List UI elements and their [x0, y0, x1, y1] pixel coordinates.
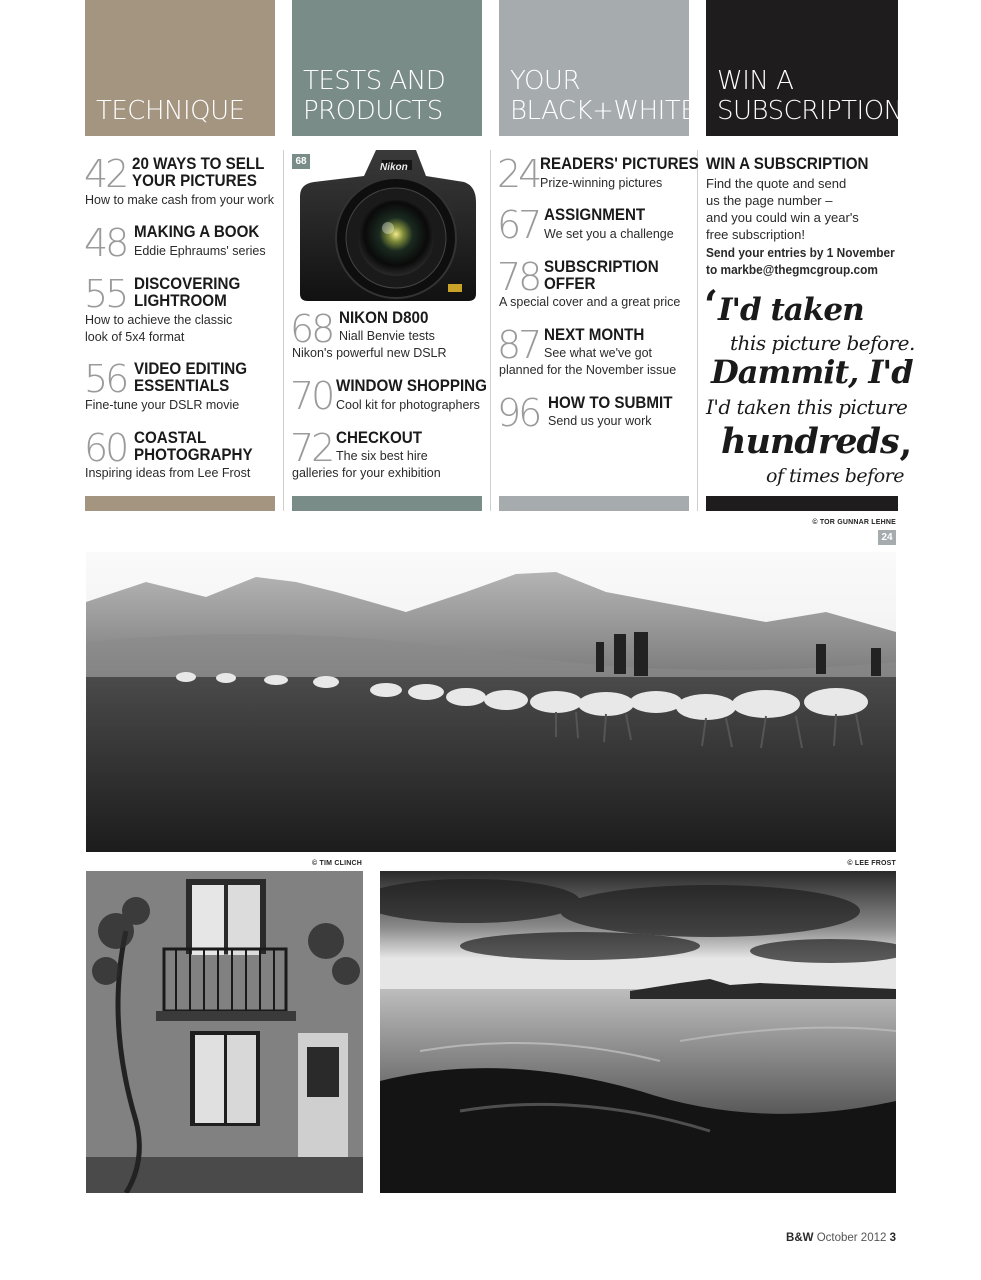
photo-credit: © TIM CLINCH: [312, 860, 362, 867]
win-title: WIN A SUBSCRIPTION: [706, 155, 869, 173]
page-number: 70: [290, 374, 333, 418]
page-number: 55: [84, 272, 127, 316]
section-header-tests: [292, 0, 482, 136]
quote-line: I'd taken: [718, 292, 864, 328]
article-title: CHECKOUT: [336, 429, 423, 447]
article-title: YOUR PICTURES: [132, 172, 257, 190]
header-line: TESTS AND: [303, 66, 446, 96]
column-divider: [697, 150, 698, 511]
quote-close-mark: ’: [898, 442, 912, 489]
page-number: 72: [290, 426, 333, 470]
article-desc: How to make cash from your work: [85, 193, 274, 207]
article-desc: Inspiring ideas from Lee Frost: [85, 466, 251, 480]
photo-credit: © LEE FROST: [847, 860, 896, 867]
article-title: COASTAL: [134, 429, 207, 447]
article-title: VIDEO EDITING: [134, 360, 248, 378]
magazine-name: B&W: [786, 1232, 814, 1244]
article-title: LIGHTROOM: [134, 292, 227, 310]
win-text-line: free subscription!: [706, 227, 805, 242]
coastal-scene: [380, 871, 896, 1193]
section-header-win: [706, 0, 903, 136]
article-title: PHOTOGRAPHY: [134, 446, 253, 464]
page-footer: [786, 1232, 896, 1244]
quote-line: I'd taken this picture: [706, 395, 908, 419]
win-text-line: and you could win a year's: [706, 210, 859, 225]
article-desc: Niall Benvie tests: [339, 329, 435, 343]
column-divider: [490, 150, 491, 511]
article-desc: Fine-tune your DSLR movie: [85, 398, 240, 412]
article-desc: See what we've got: [544, 346, 653, 360]
article-title: NIKON D800: [339, 309, 429, 327]
article-title: READERS' PICTURES: [540, 155, 699, 173]
camera-photo: [292, 146, 482, 302]
page-tag: 68: [292, 154, 310, 169]
quote-line: this picture before.: [730, 331, 915, 355]
article-desc: Eddie Ephraums' series: [134, 244, 266, 258]
camera-brand-label: Nikon: [380, 162, 408, 173]
article-desc: We set you a challenge: [544, 227, 674, 241]
window-photo: [86, 871, 363, 1193]
quote-line: of times before: [766, 465, 904, 487]
header-line: PRODUCTS: [303, 96, 443, 126]
header-line: BLACK+WHITE: [510, 96, 697, 126]
article-title: MAKING A BOOK: [134, 223, 260, 241]
article-title: DISCOVERING: [134, 275, 241, 293]
reindeer-photo: [86, 552, 896, 852]
page-number: 60: [84, 426, 127, 470]
article-desc: A special cover and a great price: [499, 295, 681, 309]
section-footer-bar: [85, 496, 275, 511]
article-title: NEXT MONTH: [544, 326, 645, 344]
article-desc: look of 5x4 format: [85, 330, 185, 344]
article-title: HOW TO SUBMIT: [548, 394, 673, 412]
article-desc: planned for the November issue: [499, 363, 677, 377]
quote-line: Dammit, I'd: [711, 353, 913, 391]
reindeer-scene: [86, 552, 896, 852]
article-desc: Prize-winning pictures: [540, 176, 663, 190]
page-number: 56: [84, 357, 127, 401]
article-desc: The six best hire: [336, 449, 428, 463]
column-divider: [283, 150, 284, 511]
page-number: 67: [497, 203, 540, 247]
article-desc: Nikon's powerful new DSLR: [292, 346, 447, 360]
quote-open-mark: ‘: [704, 282, 718, 329]
page-number: 42: [84, 152, 127, 196]
article-desc: How to achieve the classic: [85, 313, 233, 327]
article-desc: Cool kit for photographers: [336, 398, 480, 412]
win-text-line: us the page number –: [706, 193, 833, 208]
page-number: 68: [290, 307, 333, 351]
issue-date: October 2012: [816, 1232, 887, 1244]
win-email[interactable]: to markbe@thegmcgroup.com: [706, 263, 878, 277]
header-line: SUBSCRIPTION: [717, 96, 903, 126]
article-desc: Send us your work: [548, 414, 652, 428]
win-deadline: Send your entries by 1 November: [706, 246, 895, 260]
quote-line: hundreds: [721, 421, 899, 462]
section-header-bw: [499, 0, 697, 136]
section-footer-bar: [706, 496, 898, 511]
header-line: TECHNIQUE: [96, 96, 245, 126]
page-number: 48: [84, 221, 127, 265]
article-title: OFFER: [544, 275, 596, 293]
article-title: ESSENTIALS: [134, 377, 230, 395]
article-title: 20 WAYS TO SELL: [132, 155, 265, 173]
photo-credit: © TOR GUNNAR LEHNE: [812, 519, 896, 526]
win-text-line: Find the quote and send: [706, 176, 847, 191]
page-number: 96: [497, 391, 540, 435]
coast-photo: [380, 871, 896, 1193]
section-header-technique: [85, 0, 275, 136]
article-title: SUBSCRIPTION: [544, 258, 659, 276]
page-number: 78: [497, 255, 540, 299]
page-tag: 24: [878, 530, 896, 545]
header-line: YOUR: [510, 66, 581, 96]
page-number: 24: [497, 152, 540, 196]
article-desc: galleries for your exhibition: [292, 466, 441, 480]
article-title: WINDOW SHOPPING: [336, 377, 487, 395]
section-footer-bar: [499, 496, 689, 511]
section-footer-bar: [292, 496, 482, 511]
building-facade: [86, 871, 363, 1193]
header-line: WIN A: [717, 66, 794, 96]
page-num: 3: [889, 1232, 896, 1244]
page-number: 87: [497, 323, 540, 367]
article-title: ASSIGNMENT: [544, 206, 646, 224]
